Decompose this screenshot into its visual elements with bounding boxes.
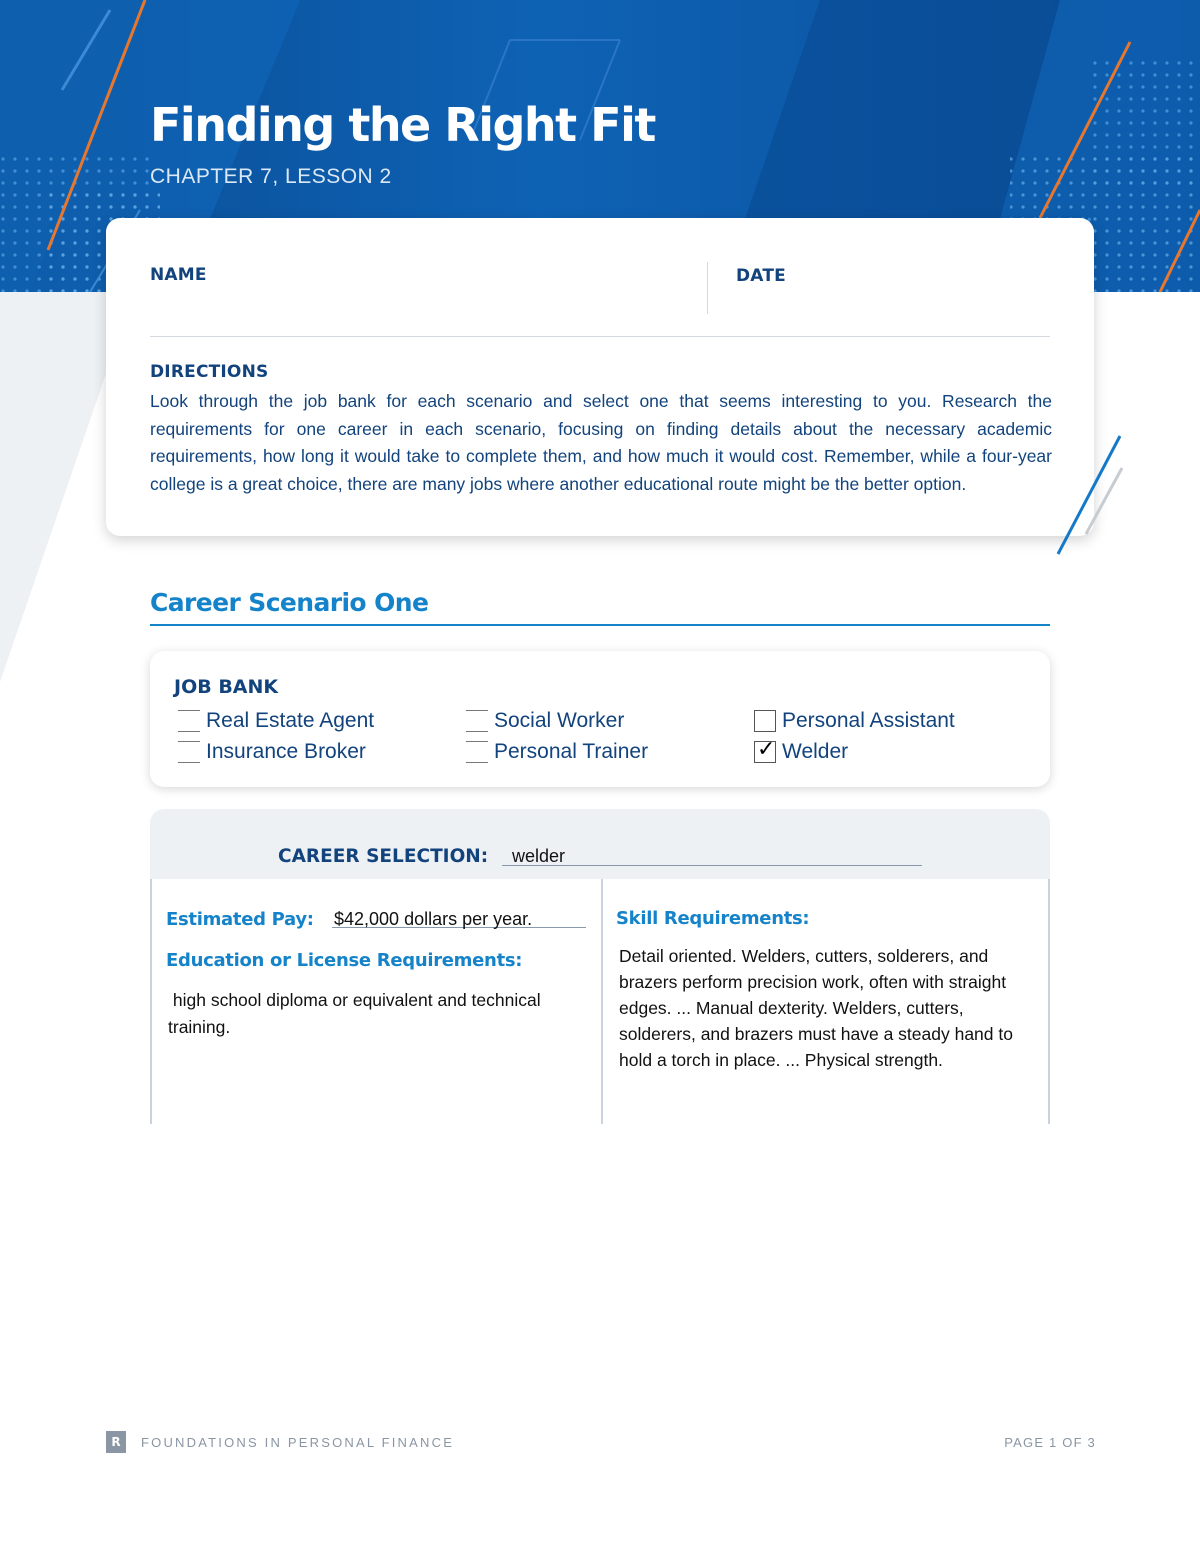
- job-option-personal-trainer[interactable]: [466, 739, 648, 765]
- job-label: Insurance Broker: [206, 740, 366, 763]
- education-label: Education or License Requirements:: [166, 950, 523, 971]
- career-selection-field[interactable]: welder: [512, 846, 566, 866]
- checkbox[interactable]: [178, 741, 200, 763]
- job-bank-card: [150, 651, 1050, 787]
- checkbox[interactable]: [466, 741, 488, 763]
- career-selection-header: [150, 809, 1050, 879]
- skill-requirements-field[interactable]: Detail oriented. Welders, cutters, solderers, and brazers perform precision work, often with straight edges. ... Manual dexterity. Welders, cutters, solderers, and brazers must have a steady hand to hold a torch in place. ... Physical strength.: [619, 946, 1013, 1070]
- directions-text: Look through the job bank for each scenario and select one that seems interesting to you. Research the requirements for one career in each scenario, focusing on finding details about the necessary academic requirements, how long it would take to complete them, and how much it would cost. Remember, while a four-year college is a great choice, there are many jobs where another educational route might be the better option.: [150, 391, 1052, 494]
- career-details: [150, 879, 1050, 1124]
- estimated-pay-label: Estimated Pay:: [166, 909, 314, 930]
- checkbox[interactable]: [178, 710, 200, 732]
- job-bank-title: JOB BANK: [174, 676, 279, 698]
- checkbox[interactable]: [466, 710, 488, 732]
- page-subtitle: CHAPTER 7, LESSON 2: [150, 165, 392, 188]
- job-option-personal-assistant[interactable]: [754, 708, 955, 734]
- footer-course-title: FOUNDATIONS IN PERSONAL FINANCE: [141, 1435, 455, 1450]
- job-label: Personal Assistant: [782, 709, 955, 732]
- publisher-logo-icon: R: [106, 1431, 126, 1453]
- page-number: PAGE 1 OF 3: [1004, 1435, 1096, 1450]
- job-label: Social Worker: [494, 709, 625, 732]
- side-decoration: [0, 292, 110, 682]
- scenario-rule: [150, 624, 1050, 626]
- directions-label: DIRECTIONS: [150, 362, 269, 382]
- checkbox[interactable]: [754, 710, 776, 732]
- page-title: Finding the Right Fit: [150, 98, 655, 152]
- job-option-real-estate-agent[interactable]: [178, 708, 374, 734]
- career-selection-section: [150, 809, 1050, 1129]
- education-field[interactable]: high school diploma or equivalent and technical training.: [168, 990, 546, 1037]
- job-label: Real Estate Agent: [206, 709, 375, 732]
- decorative-lines: [1050, 430, 1130, 560]
- column-divider: [601, 879, 603, 1124]
- estimated-pay-field[interactable]: $42,000 dollars per year.: [334, 909, 533, 929]
- checkbox-checked[interactable]: [754, 737, 776, 763]
- job-option-social-worker[interactable]: [466, 708, 624, 734]
- job-label: Welder: [782, 740, 849, 763]
- check-icon: ✓: [757, 737, 776, 762]
- career-selection-label: CAREER SELECTION:: [278, 846, 489, 867]
- skill-requirements-label: Skill Requirements:: [616, 908, 810, 929]
- job-option-insurance-broker[interactable]: [178, 739, 366, 765]
- date-label: DATE: [736, 266, 786, 286]
- scenario-title: Career Scenario One: [150, 588, 429, 617]
- student-info-card: [106, 218, 1094, 536]
- job-label: Personal Trainer: [494, 740, 649, 763]
- field-divider: [707, 262, 708, 314]
- job-option-welder[interactable]: [754, 739, 848, 765]
- name-label: NAME: [150, 265, 207, 285]
- section-divider: [150, 336, 1050, 337]
